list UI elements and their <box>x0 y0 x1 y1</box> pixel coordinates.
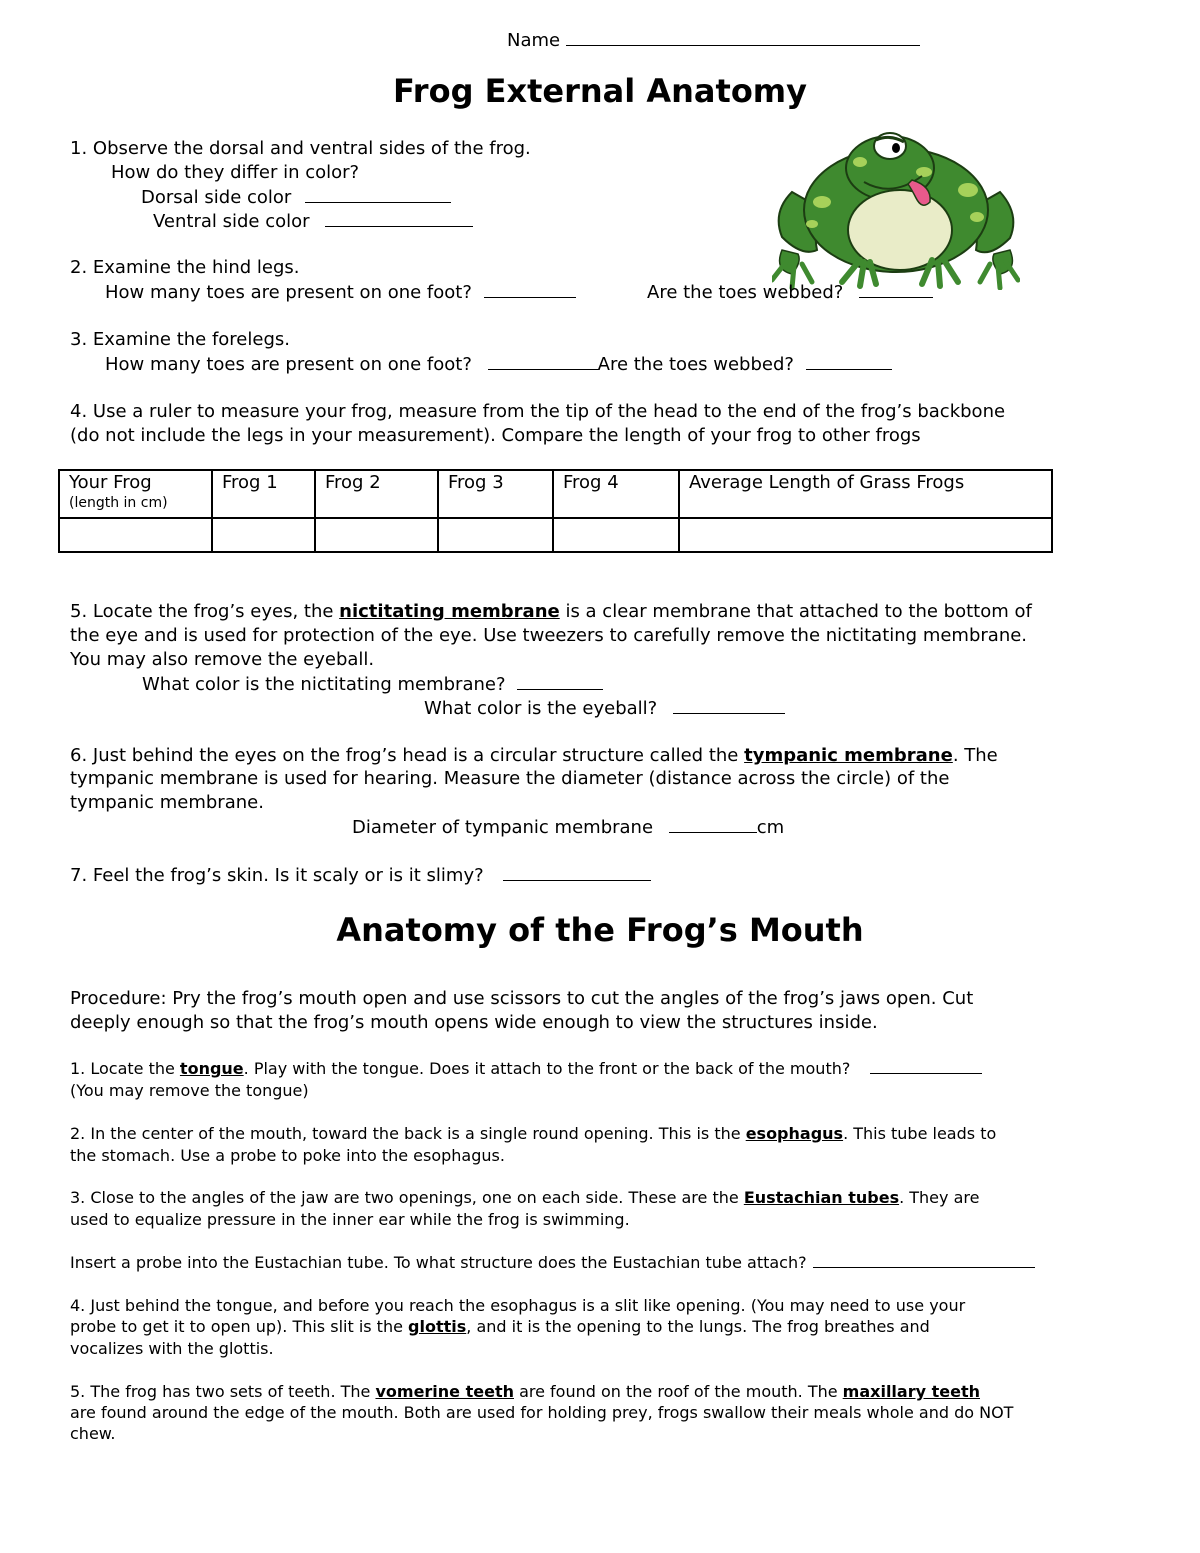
header-frog-4: Frog 4 <box>553 470 679 518</box>
header-frog-2: Frog 2 <box>315 470 438 518</box>
q7-line <box>70 863 651 888</box>
eustachian-attach-field[interactable] <box>813 1252 1035 1268</box>
m4-post: , and it is the opening to the lungs. The frog breathes and <box>466 1317 930 1336</box>
cell-your-frog[interactable] <box>59 518 212 552</box>
q2-line1: 2. Examine the hind legs. <box>70 257 300 278</box>
diameter-label: Diameter of tympanic membrane <box>352 817 654 838</box>
q6-diameter <box>352 815 784 840</box>
term-tongue: tongue <box>179 1059 244 1078</box>
term-maxillary-teeth: maxillary teeth <box>842 1382 980 1401</box>
q5-post: is a clear membrane that attached to the bottom of <box>559 601 1032 622</box>
q6-pre: 6. Just behind the eyes on the frog’s head is a circular structure called the <box>70 745 745 766</box>
tongue-attach-field[interactable] <box>870 1058 982 1074</box>
m4-line1: 4. Just behind the tongue, and before you reach the esophagus is a slit like opening. (You may need to use your <box>70 1296 966 1315</box>
m3-line1 <box>70 1187 979 1209</box>
m5-pre: 5. The frog has two sets of teeth. The <box>70 1382 376 1401</box>
fore-toes-field[interactable] <box>488 352 598 370</box>
procedure-line1: Procedure: Pry the frog’s mouth open and use scissors to cut the angles of the frog’s jaws open. Cut <box>70 988 974 1009</box>
q6-line1 <box>70 744 998 768</box>
term-nictitating-membrane: nictitating membrane <box>339 601 560 622</box>
membrane-color-field[interactable] <box>517 672 603 690</box>
cell-frog-1[interactable] <box>212 518 315 552</box>
ventral-label: Ventral side color <box>153 211 310 232</box>
m4-pre: probe to get it to open up). This slit is the <box>70 1317 409 1336</box>
q3-line1: 3. Examine the forelegs. <box>70 329 290 350</box>
q5-line2: the eye and is used for protection of the eye. Use tweezers to carefully remove the nictitating membrane. <box>70 625 1028 646</box>
skin-texture-field[interactable] <box>503 863 651 881</box>
q6-line3: tympanic membrane. <box>70 792 264 813</box>
cell-average[interactable] <box>679 518 1052 552</box>
cell-frog-2[interactable] <box>315 518 438 552</box>
cell-frog-4[interactable] <box>553 518 679 552</box>
q6-line2: tympanic membrane is used for hearing. Measure the diameter (distance across the circle) of the <box>70 768 950 789</box>
q1-line1: 1. Observe the dorsal and ventral sides of the frog. <box>70 138 531 159</box>
name-line <box>507 28 920 53</box>
hind-webbed-field[interactable] <box>859 280 933 298</box>
header-average: Average Length of Grass Frogs <box>679 470 1052 518</box>
q4-line1: 4. Use a ruler to measure your frog, measure from the tip of the head to the end of the frog’s backbone <box>70 401 1006 422</box>
eyeball-color-question: What color is the eyeball? <box>424 698 658 719</box>
length-table-entry-row <box>59 518 1052 552</box>
m3-insert-question: Insert a probe into the Eustachian tube. To what structure does the Eustachian tube attach? <box>70 1253 807 1272</box>
q1-line2: How do they differ in color? <box>111 162 360 183</box>
q5-eyeball-color <box>424 696 785 721</box>
q6-post: . The <box>952 745 998 766</box>
m2-line2: the stomach. Use a probe to poke into the esophagus. <box>70 1146 505 1165</box>
header-frog-1: Frog 1 <box>212 470 315 518</box>
dorsal-label: Dorsal side color <box>141 187 292 208</box>
name-label: Name <box>507 30 561 51</box>
q4-line2: (do not include the legs in your measurement). Compare the length of your frog to other frogs <box>70 425 921 446</box>
ventral-color-field[interactable] <box>325 209 473 227</box>
procedure-line2: deeply enough so that the frog’s mouth opens wide enough to view the structures inside. <box>70 1012 878 1033</box>
m2-line1 <box>70 1123 996 1145</box>
name-field[interactable] <box>566 28 920 46</box>
m1-pre: 1. Locate the <box>70 1059 180 1078</box>
term-eustachian-tubes: Eustachian tubes <box>743 1188 900 1207</box>
q7-question: 7. Feel the frog’s skin. Is it scaly or is it slimy? <box>70 865 484 886</box>
term-vomerine-teeth: vomerine teeth <box>375 1382 514 1401</box>
m3-pre: 3. Close to the angles of the jaw are two openings, one on each side. These are the <box>70 1188 744 1207</box>
m4-line2 <box>70 1316 930 1338</box>
q5-line1 <box>70 600 1032 624</box>
header-your-frog-sub: (length in cm) <box>69 495 168 511</box>
cell-frog-3[interactable] <box>438 518 553 552</box>
hind-toes-field[interactable] <box>484 280 576 298</box>
membrane-color-question: What color is the nictitating membrane? <box>142 674 506 695</box>
header-your-frog <box>59 470 212 518</box>
fore-webbed-field[interactable] <box>806 352 892 370</box>
q5-pre: 5. Locate the frog’s eyes, the <box>70 601 340 622</box>
m3-insert <box>70 1252 1035 1274</box>
header-your-frog-label: Your Frog <box>69 472 152 493</box>
term-tympanic-membrane: tympanic membrane <box>744 745 953 766</box>
m1-line2: (You may remove the tongue) <box>70 1081 309 1100</box>
q1-ventral <box>153 209 473 234</box>
dorsal-color-field[interactable] <box>305 185 451 203</box>
q2-toes-question: How many toes are present on one foot? <box>105 282 472 303</box>
q3-toes-question: How many toes are present on one foot? <box>105 354 472 375</box>
m3-post: . They are <box>899 1188 980 1207</box>
q1-dorsal <box>141 185 451 210</box>
q2-toes <box>105 280 576 305</box>
term-esophagus: esophagus <box>745 1124 844 1143</box>
header-frog-3: Frog 3 <box>438 470 553 518</box>
diameter-unit: cm <box>756 817 785 838</box>
m5-line1 <box>70 1381 980 1403</box>
m1-post: . Play with the tongue. Does it attach to the front or the back of the mouth? <box>243 1059 851 1078</box>
m3-line2: used to equalize pressure in the inner ear while the frog is swimming. <box>70 1210 630 1229</box>
m5-line3: chew. <box>70 1424 116 1443</box>
q5-line3: You may also remove the eyeball. <box>70 649 375 670</box>
m1-line1 <box>70 1058 982 1080</box>
q3-toes <box>105 352 892 377</box>
diameter-field[interactable] <box>669 815 757 833</box>
m5-mid: are found on the roof of the mouth. The <box>514 1382 843 1401</box>
m5-line2: are found around the edge of the mouth. Both are used for holding prey, frogs swallow their meals whole and do NOT <box>70 1403 1014 1422</box>
m2-post: . This tube leads to <box>843 1124 997 1143</box>
q3-webbed-question: Are the toes webbed? <box>597 354 794 375</box>
section-title-mouth: Anatomy of the Frog’s Mouth <box>336 911 864 949</box>
q5-membrane-color <box>142 672 603 697</box>
frog-illustration <box>772 132 1020 290</box>
length-table <box>58 469 1053 553</box>
m4-line3: vocalizes with the glottis. <box>70 1339 274 1358</box>
q2-webbed-question: Are the toes webbed? <box>647 282 844 303</box>
q2-webbed <box>647 280 933 305</box>
eyeball-color-field[interactable] <box>673 696 785 714</box>
term-glottis: glottis <box>408 1317 467 1336</box>
page-title: Frog External Anatomy <box>392 72 807 110</box>
length-table-header-row <box>59 470 1052 518</box>
m2-pre: 2. In the center of the mouth, toward the back is a single round opening. This is the <box>70 1124 746 1143</box>
